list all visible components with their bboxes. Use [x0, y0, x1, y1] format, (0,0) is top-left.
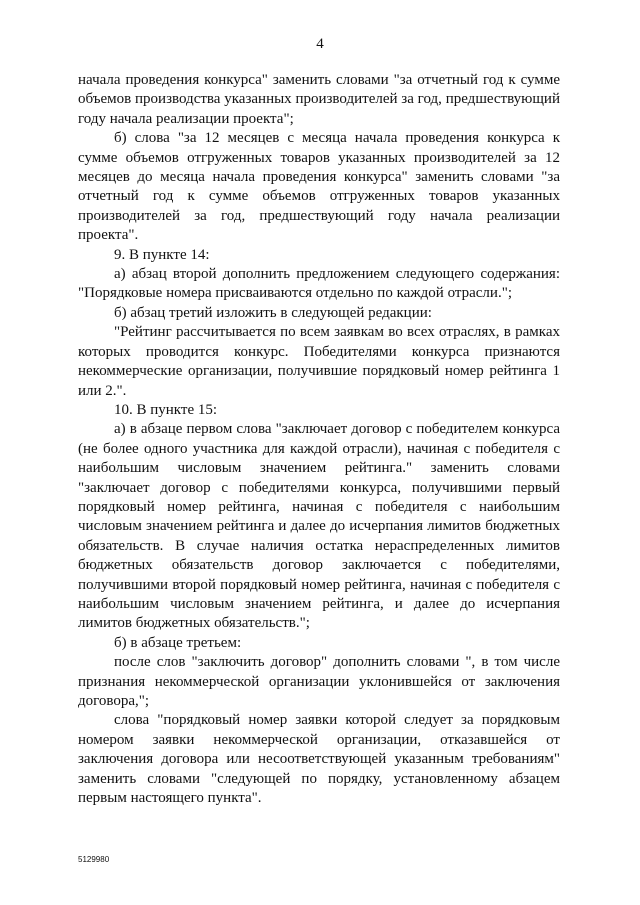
document-code: 5129980: [78, 855, 110, 864]
paragraph: слова "порядковый номер заявки которой следует за порядковым номером заявки некоммерческой организации, отказавшейся от заключения договора или несоответствующей указанным требованиям" заменить словами "следующей по порядку, установленному абзацем первым настоящего пункта".: [78, 712, 560, 807]
document-body: [78, 71, 560, 808]
paragraph: б) слова "за 12 месяцев с месяца начала проведения конкурса к сумме объемов отгруженных товаров указанных производителей за 12 месяцев до месяца начала проведения конкурса" заменить словами "за отчетный год к сумме объемов отгруженных товаров указанных производителей за год, предшествующий году начала реализации проекта".: [78, 130, 560, 244]
paragraph: а) в абзаце первом слова "заключает договор с победителем конкурса (не более одного участника для каждой отрасли), начиная с победителя с наибольшим числовым значением рейтинга." заменить словами "заключает договор с победителями конкурса, получившими первый порядковый номер рейтинга, начиная с победителя с наибольшим числовым значением рейтинга и далее до исчерпания лимитов бюджетных обязательств. В случае наличия остатка нераспределенных лимитов бюджетных обязательств договор заключается с победителями, получившими второй порядковый номер рейтинга, начиная с победителя с наибольшим числовым значением рейтинга, и далее до исчерпания лимитов бюджетных обязательств.";: [78, 421, 560, 632]
page-number: 4: [316, 36, 324, 52]
paragraph: а) абзац второй дополнить предложением следующего содержания: "Порядковые номера присваиваются отдельно по каждой отрасли.";: [78, 266, 560, 302]
paragraph: начала проведения конкурса" заменить словами "за отчетный год к сумме объемов производства указанных производителей за год, предшествующий году начала реализации проекта";: [78, 72, 560, 127]
paragraph: 9. В пункте 14:: [114, 246, 210, 263]
paragraph: после слов "заключить договор" дополнить словами ", в том числе признания некоммерческой организации уклонившейся от заключения договора,";: [78, 654, 560, 709]
paragraph: "Рейтинг рассчитывается по всем заявкам во всех отраслях, в рамках которых проводится конкурс. Победителями конкурса признаются некоммерческие организации, получившие порядковый номер рейтинга 1 или 2.".: [78, 324, 560, 399]
paragraph: б) в абзаце третьем:: [114, 634, 242, 651]
paragraph: 10. В пункте 15:: [114, 401, 218, 418]
paragraph: б) абзац третий изложить в следующей редакции:: [114, 304, 432, 321]
